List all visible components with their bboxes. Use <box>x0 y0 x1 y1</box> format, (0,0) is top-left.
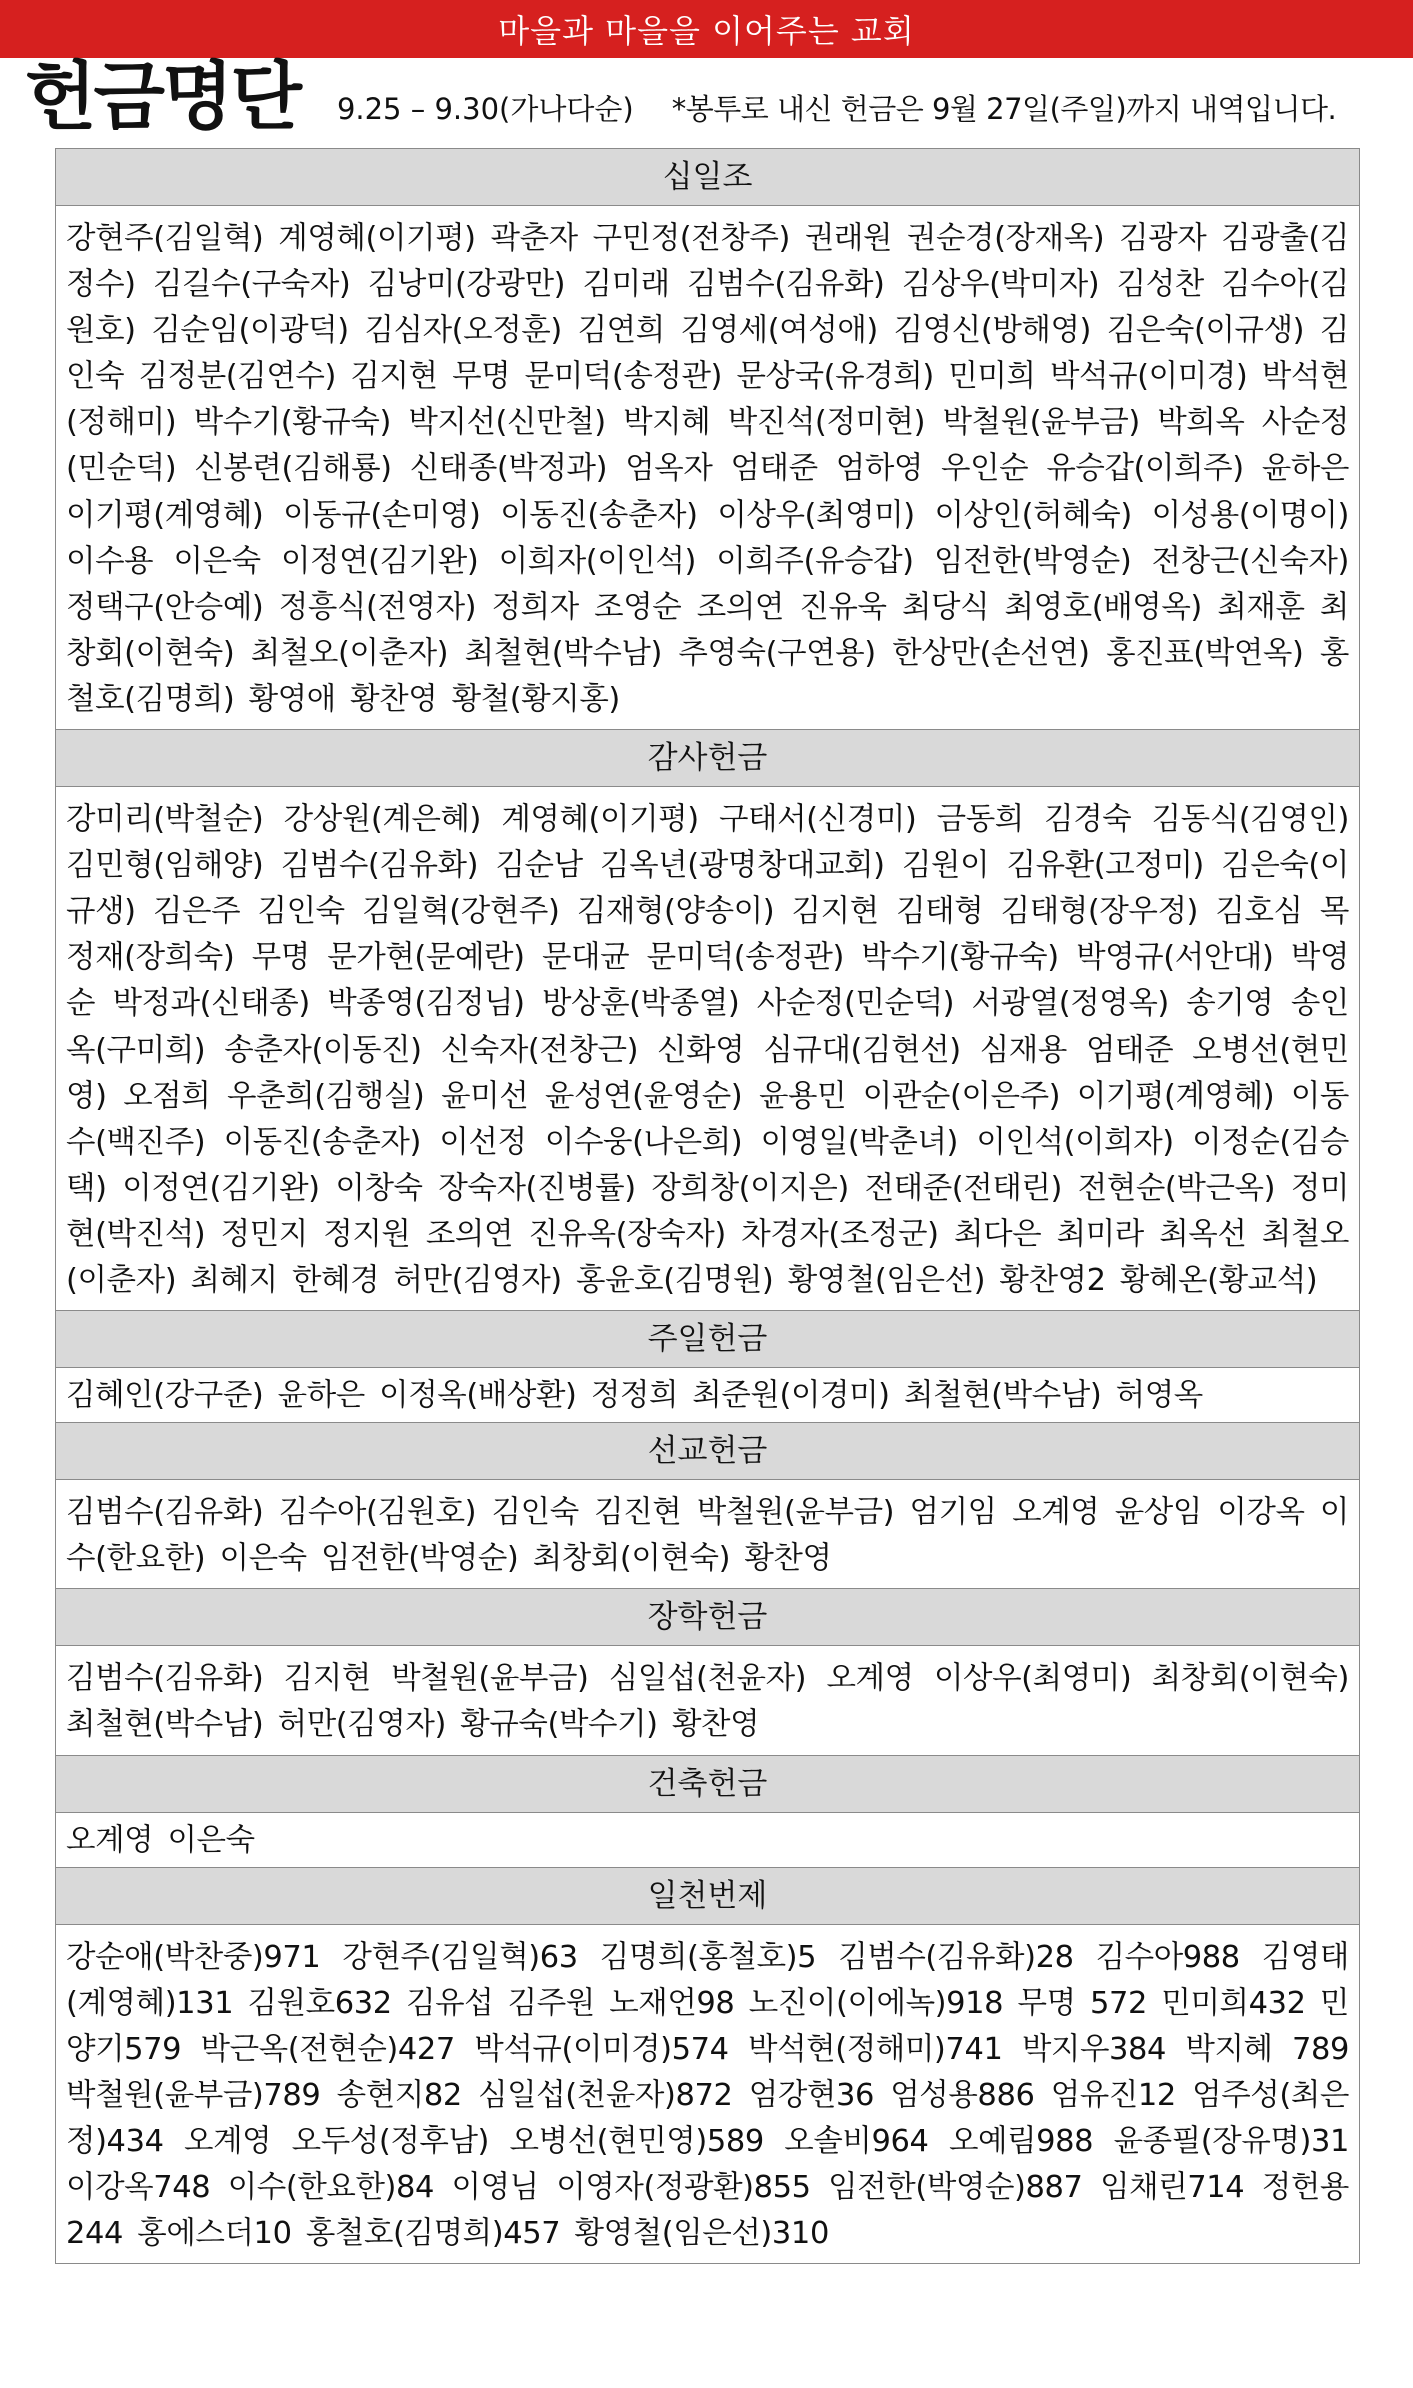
page-title: 헌금명단 <box>25 54 299 140</box>
section-names-tithe: 강현주(김일혁) 계영혜(이기평) 곽춘자 구민정(전창주) 권래원 권순경(장재옥) 김광자 김광출(김정수) 김길수(구숙자) 김낭미(강광만) 김미래 김범수(김유화) 김상우(박미자) 김성찬 김수아(김원호) 김순임(이광덕) 김심자(오정훈) 김연희 김영세(여성애) 김영신(방해영) 김은숙(이규생) 김인숙 김정분(김연수) 김지현 무명 문미덕(송정관) 문상국(유경희) 민미희 박석규(이미경) 박석현(정해미) 박수기(황규숙) 박지선(신만철) 박지혜 박진석(정미현) 박철원(윤부금) 박희옥 사순정(민순덕) 신봉련(김해룡) 신태종(박정과) 엄옥자 엄태준 엄하영 우인순 유승갑(이희주) 윤하은 이기평(계영혜) 이동규(손미영) 이동진(송춘자) 이상우(최영미) 이상인(허혜숙) 이성용(이명이) 이수용 이은숙 이정연(김기완) 이희자(이인석) 이희주(유승갑) 임전한(박영순) 전창근(신숙자) 정택구(안승예) 정흥식(전영자) 정희자 조영순 조의연 진유욱 최당식 최영호(배영옥) 최재훈 최창회(이현숙) 최철오(이춘자) 최철현(박수남) 추영숙(구연용) 한상만(손선연) 홍진표(박연옥) 홍철호(김명희) 황영애 황찬영 황철(황지홍) <box>56 206 1359 730</box>
section-names-sunday: 김혜인(강구준) 윤하은 이정옥(배상환) 정정희 최준원(이경미) 최철현(박수남) 허영옥 <box>56 1368 1359 1423</box>
offering-list-table <box>55 148 1360 2264</box>
section-header-mission: 선교헌금 <box>56 1423 1359 1480</box>
section-names-thousand-offerings: 강순애(박찬중)971 강현주(김일혁)63 김명희(홍철호)5 김범수(김유화)28 김수아988 김영태(계영혜)131 김원호632 김유섭 김주원 노재언98 노진이(이에녹)918 무명 572 민미희432 민양기579 박근옥(전현순)427 박석규(이미경)574 박석현(정해미)741 박지우384 박지혜 789 박철원(윤부금)789 송현지82 심일섭(천윤자)872 엄강현36 엄성용886 엄유진12 엄주성(최은정)434 오계영 오두성(정후남) 오병선(현민영)589 오솔비964 오예림988 윤종필(장유명)31 이강옥748 이수(한요한)84 이영님 이영자(정광환)855 임전한(박영순)887 임채린714 정헌용 244 홍에스더10 홍철호(김명희)457 황영철(임은선)310 <box>56 1925 1359 2265</box>
section-names-scholarship: 김범수(김유화) 김지현 박철원(윤부금) 심일섭(천윤자) 오계영 이상우(최영미) 최창회(이현숙) 최철현(박수남) 허만(김영자) 황규숙(박수기) 황찬영 <box>56 1646 1359 1755</box>
section-header-thanks: 감사헌금 <box>56 730 1359 787</box>
section-names-mission: 김범수(김유화) 김수아(김원호) 김인숙 김진현 박철원(윤부금) 엄기임 오계영 윤상임 이강옥 이수(한요한) 이은숙 임전한(박영순) 최창회(이현숙) 황찬영 <box>56 1480 1359 1589</box>
section-header-sunday: 주일헌금 <box>56 1311 1359 1368</box>
header <box>25 44 1395 140</box>
section-names-thanks: 강미리(박철순) 강상원(계은혜) 계영혜(이기평) 구태서(신경미) 금동희 김경숙 김동식(김영인) 김민형(임해양) 김범수(김유화) 김순남 김옥년(광명창대교회) 김원이 김유환(고정미) 김은숙(이규생) 김은주 김인숙 김일혁(강현주) 김재형(양송이) 김지현 김태형 김태형(장우정) 김호심 목정재(장희숙) 무명 문가현(문예란) 문대균 문미덕(송정관) 박수기(황규숙) 박영규(서안대) 박영순 박정과(신태종) 박종영(김정님) 방상훈(박종열) 사순정(민순덕) 서광열(정영옥) 송기영 송인옥(구미희) 송춘자(이동진) 신숙자(전창근) 신화영 심규대(김현선) 심재용 엄태준 오병선(현민영) 오점희 우춘희(김행실) 윤미선 윤성연(윤영순) 윤용민 이관순(이은주) 이기평(계영혜) 이동수(백진주) 이동진(송춘자) 이선정 이수웅(나은희) 이영일(박춘녀) 이인석(이희자) 이정순(김승택) 이정연(김기완) 이창숙 장숙자(진병률) 장희창(이지은) 전태준(전태린) 전현순(박근옥) 정미현(박진석) 정민지 정지원 조의연 진유옥(장숙자) 차경자(조정군) 최다은 최미라 최옥선 최철오(이춘자) 최혜지 한혜경 허만(김영자) 홍윤호(김명원) 황영철(임은선) 황찬영2 황혜온(황교석) <box>56 787 1359 1311</box>
period-text: 9.25 – 9.30(가나다순) <box>336 92 634 126</box>
envelope-note: *봉투로 내신 헌금은 9월 27일(주일)까지 내역입니다. <box>671 92 1337 126</box>
section-header-tithe: 십일조 <box>56 149 1359 206</box>
section-header-thousand-offerings: 일천번제 <box>56 1868 1359 1925</box>
banner-text: 마을과 마을을 이어주는 교회 <box>498 12 915 50</box>
section-names-building: 오계영 이은숙 <box>56 1813 1359 1868</box>
section-header-building: 건축헌금 <box>56 1756 1359 1813</box>
section-header-scholarship: 장학헌금 <box>56 1589 1359 1646</box>
